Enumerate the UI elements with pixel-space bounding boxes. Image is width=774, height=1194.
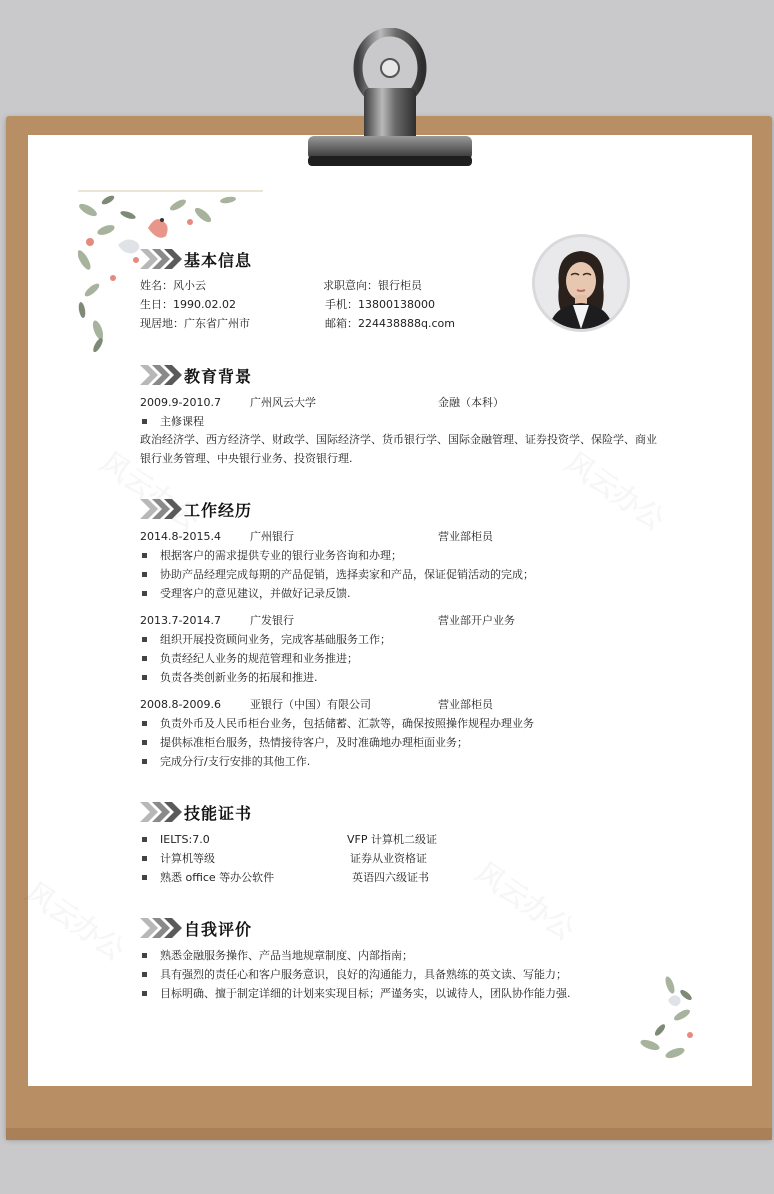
skill-item: VFP 计算机二级证 <box>347 833 437 846</box>
section-title: 自我评价 <box>184 919 253 939</box>
job-duty: 受理客户的意见建议，并做好记录反馈. <box>160 587 351 600</box>
floral-decoration-top <box>78 190 263 360</box>
self-item: 熟悉金融服务操作、产品当地规章制度、内部指南； <box>160 949 413 962</box>
address-field: 现居地：广东省广州市 <box>140 317 250 330</box>
bullet-icon <box>142 837 147 842</box>
bullet-icon <box>142 856 147 861</box>
intent-field: 求职意向：银行柜员 <box>323 279 422 292</box>
clipboard-edge <box>6 1128 772 1140</box>
bullet-icon <box>142 591 147 596</box>
name-field: 姓名：风小云 <box>140 279 206 292</box>
job-company: 亚银行（中国）有限公司 <box>250 698 371 711</box>
bullet-icon <box>142 675 147 680</box>
section-title: 基本信息 <box>184 250 253 270</box>
job-position: 营业部开户业务 <box>438 614 515 627</box>
bullet-icon <box>142 991 147 996</box>
chevron-arrows-icon <box>140 497 182 521</box>
section-self-evaluation <box>140 913 252 943</box>
job-duty: 负责外币及人民币柜台业务，包括储蓄、汇款等，确保按照操作规程办理业务 <box>160 717 534 730</box>
section-basic-info <box>140 244 252 274</box>
job-company: 广发银行 <box>250 614 294 627</box>
skill-item: 熟悉 office 等办公软件 <box>160 871 275 884</box>
bullet-icon <box>142 553 147 558</box>
bullet-icon <box>142 721 147 726</box>
job-position: 营业部柜员 <box>438 698 493 711</box>
section-skills <box>140 797 252 827</box>
job-duty: 协助产品经理完成每期的产品促销，选择卖家和产品，保证促销活动的完成； <box>160 568 534 581</box>
courses-text: 政治经济学、西方经济学、财政学、国际经济学、货币银行学、国际金融管理、证券投资学、保险学、商业银行业务管理、中央银行业务、投资银行理. <box>140 433 657 465</box>
bullet-icon <box>142 419 147 424</box>
section-title: 工作经历 <box>184 500 253 520</box>
bullet-icon <box>142 572 147 577</box>
floral-decoration-bottom <box>630 965 695 1065</box>
job-company: 广州银行 <box>250 530 294 543</box>
self-item: 具有强烈的责任心和客户服务意识，良好的沟通能力，具备熟练的英文读、写能力； <box>160 968 567 981</box>
job-duty: 完成分行/支行安排的其他工作. <box>160 755 311 768</box>
job-duty: 提供标准柜台服务，热情接待客户，及时准确地办理柜面业务； <box>160 736 468 749</box>
self-item: 目标明确、擅于制定详细的计划来实现目标；严谨务实，以诚待人，团队协作能力强. <box>160 987 571 1000</box>
bullet-icon <box>142 875 147 880</box>
job-duty: 组织开展投资顾问业务，完成客基础服务工作； <box>160 633 391 646</box>
courses-label: 主修课程 <box>160 415 204 428</box>
phone-field: 手机：13800138000 <box>325 298 435 311</box>
chevron-arrows-icon <box>140 916 182 940</box>
skill-item: 证券从业资格证 <box>350 852 427 865</box>
education-school: 广州风云大学 <box>250 396 316 409</box>
section-title: 技能证书 <box>184 803 253 823</box>
chevron-arrows-icon <box>140 363 182 387</box>
birth-field: 生日：1990.02.02 <box>140 298 236 311</box>
bullet-icon <box>142 656 147 661</box>
chevron-arrows-icon <box>140 800 182 824</box>
bullet-icon <box>142 637 147 642</box>
job-duty: 根据客户的需求提供专业的银行业务咨询和办理； <box>160 549 402 562</box>
section-work <box>140 494 252 524</box>
job-duty: 负责各类创新业务的拓展和推进. <box>160 671 318 684</box>
job-period: 2008.8-2009.6 <box>140 698 221 711</box>
section-title: 教育背景 <box>184 366 253 386</box>
bullet-icon <box>142 972 147 977</box>
binder-clip-icon <box>300 28 480 178</box>
skill-item: 计算机等级 <box>160 852 215 865</box>
email-field: 邮箱：224438888q.com <box>325 317 455 330</box>
bullet-icon <box>142 740 147 745</box>
profile-photo <box>535 237 627 329</box>
bullet-icon <box>142 759 147 764</box>
skill-item: IELTS:7.0 <box>160 833 210 846</box>
education-period: 2009.9-2010.7 <box>140 396 221 409</box>
job-period: 2013.7-2014.7 <box>140 614 221 627</box>
education-major: 金融（本科） <box>438 396 504 409</box>
job-duty: 负责经纪人业务的规范管理和业务推进； <box>160 652 358 665</box>
chevron-arrows-icon <box>140 247 182 271</box>
skill-item: 英语四六级证书 <box>352 871 429 884</box>
section-education <box>140 360 252 390</box>
bullet-icon <box>142 953 147 958</box>
job-position: 营业部柜员 <box>438 530 493 543</box>
job-period: 2014.8-2015.4 <box>140 530 221 543</box>
